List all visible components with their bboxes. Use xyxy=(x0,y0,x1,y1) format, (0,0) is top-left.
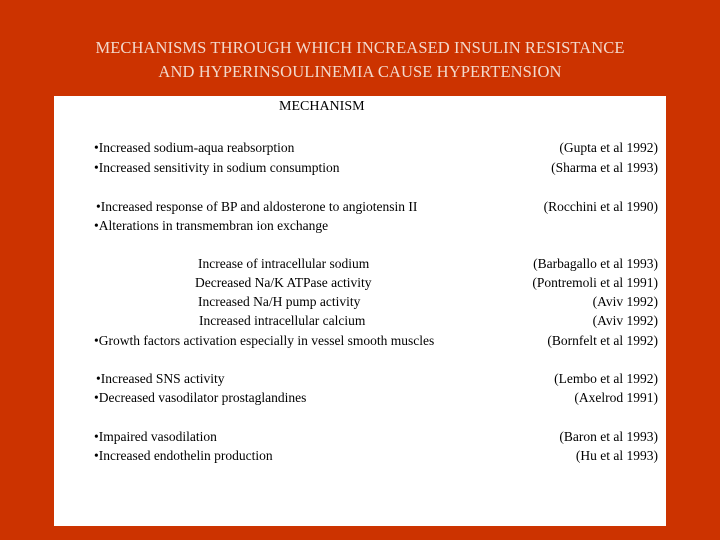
reference: (Barbagallo et al 1993) xyxy=(533,256,658,271)
mechanism-heading: MECHANISM xyxy=(279,99,365,114)
reference: (Baron et al 1993) xyxy=(559,429,658,444)
reference: (Lembo et al 1992) xyxy=(554,371,658,386)
mechanism-subitem: Increased intracellular calcium xyxy=(199,313,366,328)
reference: (Rocchini et al 1990) xyxy=(543,199,658,214)
reference: (Aviv 1992) xyxy=(592,313,658,328)
mechanism-item: •Increased response of BP and aldosterone to angiotensin II xyxy=(96,199,418,214)
slide-title xyxy=(0,36,720,84)
reference: (Hu et al 1993) xyxy=(575,448,658,463)
mechanism-item: •Increased sensitivity in sodium consumption xyxy=(94,160,340,175)
reference: (Pontremoli et al 1991) xyxy=(532,275,658,290)
mechanism-item: •Increased SNS activity xyxy=(96,371,225,386)
title-line-2: AND HYPERINSOULINEMIA CAUSE HYPERTENSION xyxy=(158,62,562,81)
mechanism-subitem: Increased Na/H pump activity xyxy=(198,294,361,309)
reference: (Axelrod 1991) xyxy=(574,390,658,405)
mechanism-item: •Decreased vasodilator prostaglandines xyxy=(94,390,307,405)
reference: (Sharma et al 1993) xyxy=(551,160,658,175)
title-line-1: MECHANISMS THROUGH WHICH INCREASED INSULIN RESISTANCE xyxy=(95,38,625,57)
mechanism-item: •Increased sodium-aqua reabsorption xyxy=(94,140,295,155)
mechanism-item: •Increased endothelin production xyxy=(94,448,273,463)
mechanism-item: •Growth factors activation especially in vessel smooth muscles xyxy=(94,333,435,348)
reference: (Bornfelt et al 1992) xyxy=(547,333,658,348)
mechanism-subitem: Increase of intracellular sodium xyxy=(198,256,370,271)
mechanism-panel xyxy=(54,96,666,526)
reference: (Aviv 1992) xyxy=(592,294,658,309)
mechanism-subitem: Decreased Na/K ATPase activity xyxy=(195,275,372,290)
mechanism-item: •Impaired vasodilation xyxy=(94,429,217,444)
reference: (Gupta et al 1992) xyxy=(559,140,658,155)
mechanism-item: •Alterations in transmembran ion exchange xyxy=(94,218,329,233)
